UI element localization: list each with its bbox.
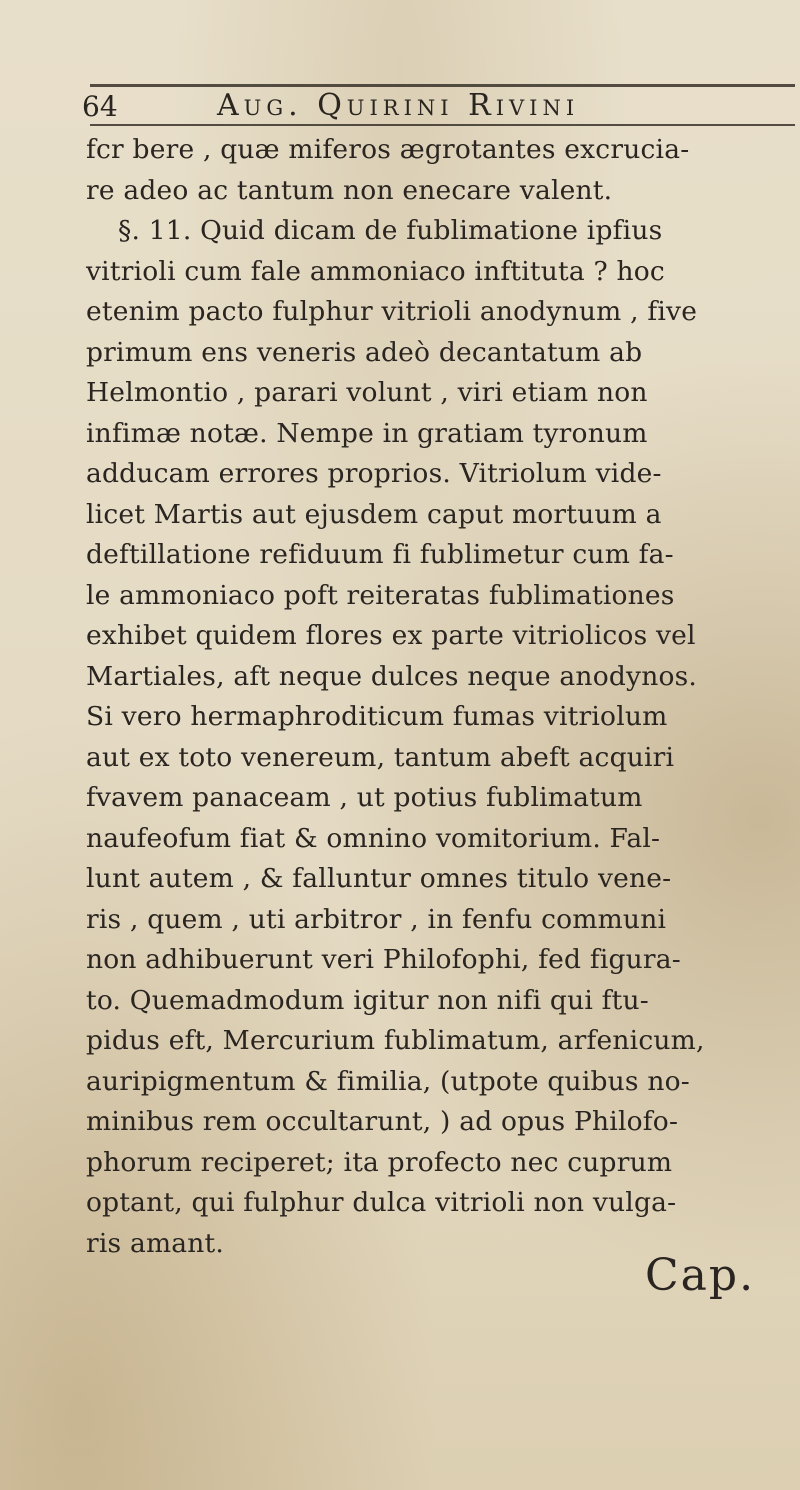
text-line: le ammoniaco poft reiteratas fublimationes (86, 579, 675, 611)
running-head: Aug. Quirini Rivini (217, 88, 580, 123)
text-line: Si vero hermaphroditicum fumas vitriolum (86, 701, 668, 732)
text-line: pidus eft, Mercurium fublimatum, arfenicum, (86, 1025, 705, 1056)
text-line: deftillatione refiduum fi fublimetur cum fa- (86, 539, 674, 570)
page-header (82, 88, 782, 124)
text-line: vitrioli cum fale ammoniaco inftituta ? hoc (86, 255, 665, 287)
text-line: licet Martis aut ejusdem caput mortuum a (86, 498, 662, 530)
text-line: Helmontio , parari volunt , viri etiam non (86, 377, 648, 408)
text-line: to. Quemadmodum igitur non nifi qui ftu- (86, 984, 649, 1016)
catchword: Cap. (645, 1250, 756, 1301)
text-line: fvavem panaceam , ut potius fublimatum (86, 782, 643, 813)
text-line: non adhibuerunt veri Philofophi, fed figura- (86, 944, 681, 975)
text-line: Martiales, aft neque dulces neque anodynos. (86, 660, 698, 692)
text-line: infimæ notæ. Nempe in gratiam tyronum (86, 417, 648, 449)
text-line: naufeofum fiat & omnino vomitorium. Fal- (86, 822, 661, 854)
text-line: auripigmentum & fimilia, (utpote quibus no- (86, 1065, 690, 1097)
header-top-rule (90, 84, 795, 87)
text-line: ris , quem , uti arbitror , in fenfu communi (86, 903, 667, 935)
text-line: exhibet quidem flores ex parte vitriolicos vel (86, 620, 696, 651)
text-line: phorum reciperet; ita profecto nec cuprum (86, 1146, 673, 1178)
text-line: §. 11. Quid dicam de fublimatione ipfius (118, 215, 663, 246)
text-line: lunt autem , & falluntur omnes titulo vene- (86, 863, 672, 894)
text-line: primum ens veneris adeò decantatum ab (86, 336, 643, 368)
text-line: minibus rem occultarunt, ) ad opus Philofo- (86, 1106, 679, 1137)
text-line: adducam errores proprios. Vitriolum vide- (86, 458, 662, 489)
header-bottom-rule (90, 124, 795, 126)
page-number: 64 (82, 90, 118, 123)
body-text (86, 130, 790, 1264)
text-line: re adeo ac tantum non enecare valent. (86, 174, 613, 206)
text-line: etenim pacto fulphur vitrioli anodynum , five (86, 296, 698, 327)
text-line: ris amant. (86, 1227, 225, 1259)
text-line: aut ex toto venereum, tantum abeft acquiri (86, 741, 675, 773)
text-line: optant, qui fulphur dulca vitrioli non vulga- (86, 1187, 677, 1218)
text-line: fcr bere , quæ miferos ægrotantes excrucia- (86, 134, 690, 165)
